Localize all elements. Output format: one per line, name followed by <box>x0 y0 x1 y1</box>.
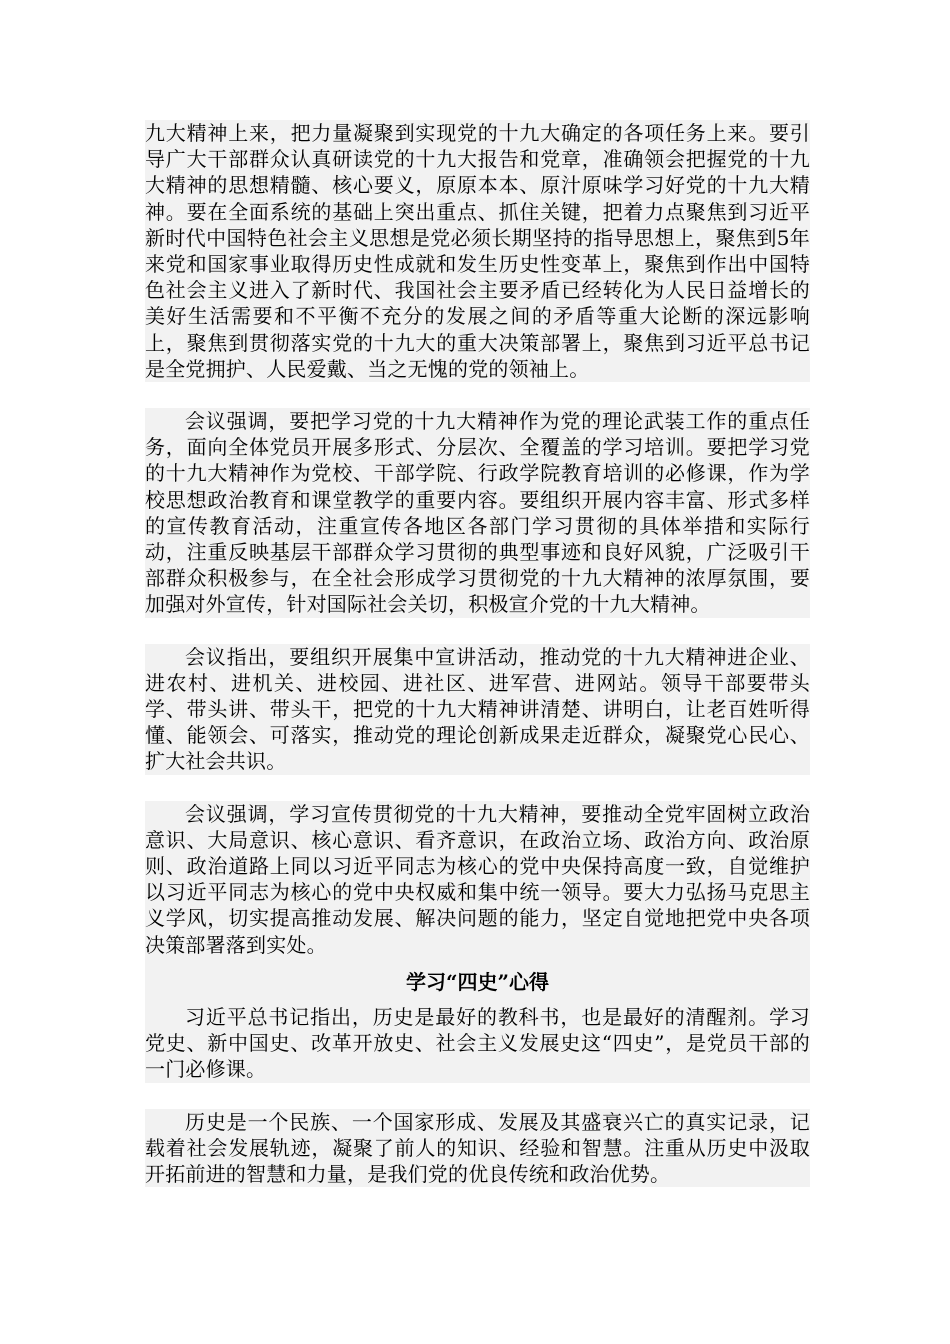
paragraph-5: 习近平总书记指出，历史是最好的教科书，也是最好的清醒剂。学习党史、新中国史、改革开放史、社会主义发展史这“四史”，是党员干部的一门必修课。 <box>145 1004 810 1082</box>
paragraph-4: 会议强调，学习宣传贯彻党的十九大精神，要推动全党牢固树立政治意识、大局意识、核心意识、看齐意识，在政治立场、政治方向、政治原则、政治道路上同以习近平同志为核心的党中央保持高度一致，自觉维护以习近平同志为核心的党中央权威和集中统一领导。要大力弘扬马克思主义学风，切实提高推动发展、解决问题的能力，坚定自觉地把党中央各项决策部署落到实处。 <box>145 801 810 957</box>
paragraph-2: 会议强调，要把学习党的十九大精神作为党的理论武装工作的重点任务，面向全体党员开展多形式、分层次、全覆盖的学习培训。要把学习党的十九大精神作为党校、干部学院、行政学院教育培训的必修课，作为学校思想政治教育和课堂教学的重要内容。要组织开展内容丰富、形式多样的宣传教育活动，注重宣传各地区各部门学习贯彻的具体举措和实际行动，注重反映基层干部群众学习贯彻的典型事迹和良好风貌，广泛吸引干部群众积极参与，在全社会形成学习贯彻党的十九大精神的浓厚氛围，要加强对外宣传，针对国际社会关切，积极宣介党的十九大精神。 <box>145 409 810 617</box>
document-body <box>145 120 810 1187</box>
paragraph-6: 历史是一个民族、一个国家形成、发展及其盛衰兴亡的真实记录，记载着社会发展轨迹，凝聚了前人的知识、经验和智慧。注重从历史中汲取开拓前进的智慧和力量，是我们党的优良传统和政治优势。 <box>145 1109 810 1186</box>
paragraph-3: 会议指出，要组织开展集中宣讲活动，推动党的十九大精神进企业、进农村、进机关、进校园、进社区、进军营、进网站。领导干部要带头学、带头讲、带头干，把党的十九大精神讲清楚、讲明白，让老百姓听得懂、能领会、可落实，推动党的理论创新成果走近群众，凝聚党心民心、扩大社会共识。 <box>145 644 810 774</box>
paragraph-gap <box>145 618 810 644</box>
paragraph-gap <box>145 382 810 408</box>
paragraph-1: 九大精神上来，把力量凝聚到实现党的十九大确定的各项任务上来。要引导广大干部群众认真研读党的十九大报告和党章，准确领会把握党的十九大精神的思想精髓、核心要义，原原本本、原汁原味学习好党的十九大精神。要在全面系统的基础上突出重点、抓住关键，把着力点聚焦到习近平新时代中国特色社会主义思想是党必须长期坚持的指导思想上，聚焦到5年来党和国家事业取得历史性成就和发生历史性变革上，聚焦到作出中国特色社会主义进入了新时代、我国社会主要矛盾已经转化为人民日益增长的美好生活需要和不平衡不充分的发展之间的矛盾等重大论断的深远影响上，聚焦到贯彻落实党的十九大的重大决策部署上，聚焦到习近平总书记是全党拥护、人民爱戴、当之无愧的党的领袖上。 <box>145 121 810 381</box>
paragraph-gap <box>145 1083 810 1109</box>
paragraph-gap <box>145 775 810 801</box>
section-heading: 学习“四史”心得 <box>145 958 810 1004</box>
